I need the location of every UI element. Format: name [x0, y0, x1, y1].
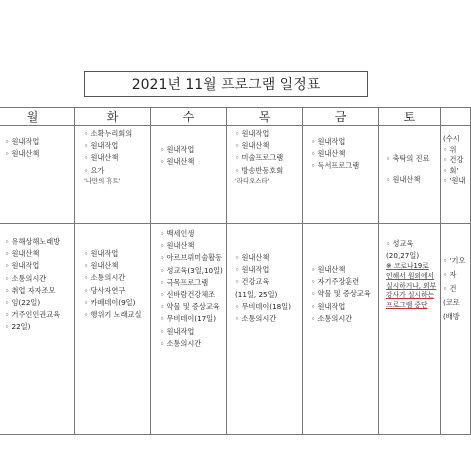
cell-w1-thu — [227, 126, 303, 224]
program-item: ◦ 임(22일) — [5, 298, 41, 308]
program-item: ◦ 원내산책 — [160, 157, 195, 167]
cell-w1-sat — [379, 126, 441, 224]
program-item: ◦ 소통의시간 — [311, 313, 353, 323]
program-item: ◦ 원내작업 — [5, 261, 40, 271]
program-item: ◦ 카페데이(9일) — [84, 297, 136, 307]
program-item: ◦ 위 — [443, 144, 457, 154]
program-item: ◦ 원내작업 — [5, 137, 40, 146]
program-item: ◦ 미술프로그램 — [235, 153, 284, 163]
cell-w2-mon — [0, 224, 75, 435]
program-item: (배방 — [443, 312, 460, 321]
program-item: ◦ 건 — [443, 284, 457, 293]
program-item: ◦ 원내산책 — [311, 265, 346, 274]
cell-w2-tue — [75, 224, 151, 435]
covid-notice: ※ 코로나19로 인해서 원외에서 실시하거나, 외부강사가 실시하는 프로그램 중단 — [386, 262, 437, 309]
program-item: ◦ 원내산책 — [235, 253, 270, 262]
program-item: ◦ 소통의시간 — [160, 338, 202, 348]
day-header-mon: 월 — [0, 108, 75, 126]
cell-w1-fri — [303, 126, 379, 224]
program-item: ◦ '원내 — [443, 176, 466, 185]
program-item: ◦ 원내작업 — [311, 301, 346, 311]
program-item: ◦ 건강 — [443, 155, 464, 164]
program-item: ◦ 원내작업 — [160, 145, 195, 154]
program-item: ◦ 원내작업 — [235, 129, 270, 138]
program-item: ◦ 소통의시간 — [235, 314, 277, 324]
program-item: ◦ 독서프로그램 — [311, 161, 360, 171]
cell-w1-mon — [0, 126, 75, 224]
program-item: (11일, 25일) — [235, 289, 278, 299]
day-header-wed: 수 — [151, 108, 227, 126]
cell-w2-sat — [379, 224, 441, 435]
program-item: ◦ 소통의시간 — [5, 273, 47, 283]
program-item: ◦ '기오 — [443, 256, 466, 265]
week-row-1 — [0, 126, 471, 224]
program-item: ◦ 성교육 — [386, 239, 414, 248]
weekday-header-row — [0, 108, 471, 126]
program-item: ◦ 약물 및 증상교육 — [311, 289, 371, 299]
cell-w1-sun — [441, 126, 471, 224]
program-item: ◦ 백세인생 — [160, 229, 195, 238]
program-item: ◦ 원내산책 — [5, 249, 40, 259]
program-item: ◦ 자기주장훈련 — [311, 277, 360, 287]
program-item: ◦ 건강교육 — [235, 277, 270, 287]
cell-list — [0, 126, 74, 160]
week-row-2 — [0, 224, 471, 435]
program-item: ◦ 유해상해노래방 — [5, 237, 61, 246]
day-header-sun — [441, 108, 471, 126]
program-item: ◦ 취업 자자조모 — [5, 285, 56, 295]
day-header-fri: 금 — [303, 108, 379, 126]
day-header-tue: 화 — [75, 108, 151, 126]
page-title: 2021년 11월 프로그램 일정표 — [84, 71, 368, 97]
program-item: ◦ 원내산책 — [311, 149, 346, 159]
program-item: ◦ 원내산책 — [5, 149, 40, 159]
program-item: ◦ 원내작업 — [311, 137, 346, 146]
cell-w2-fri — [303, 224, 379, 435]
program-item: ◦ 원내산책 — [84, 261, 119, 271]
program-item: ◦ 원내작업 — [160, 326, 195, 336]
program-item: ◦ 행위기 노래교실 — [84, 310, 142, 320]
cell-w2-wed — [151, 224, 227, 435]
program-item: ◦ 원내작업 — [235, 265, 270, 275]
program-item: (수시 — [443, 134, 460, 143]
program-item: ◦ 거주인인권교육 — [5, 310, 61, 320]
program-item: ◦ 신바람건강체조 — [160, 290, 216, 300]
program-item: (코로 — [443, 298, 460, 307]
program-item: ◦ 요가 — [84, 165, 105, 175]
program-item: ◦ 자 — [443, 270, 457, 279]
program-item: ◦ 원내작업 — [84, 141, 119, 151]
program-item: ◦ 소확누리회의 — [84, 129, 133, 138]
program-item: ◦ 원내산책 — [235, 141, 270, 151]
program-item: ◦ 약물 및 증상교육 — [160, 302, 220, 312]
program-item: ◦ 방송반동호회 — [235, 165, 284, 175]
program-item: ◦ 무비데이(18일) — [235, 301, 291, 311]
cell-w2-thu — [227, 224, 303, 435]
day-header-sat: 토 — [379, 108, 441, 126]
program-item: ◦ 원내산책 — [160, 241, 195, 251]
program-note: '라디오스타' — [235, 176, 270, 185]
cell-w1-tue — [75, 126, 151, 224]
program-item: ◦ 축탁의 진료 — [386, 154, 430, 163]
program-item: ◦ 무비데이(17일) — [160, 314, 216, 324]
program-item: ◦ 극목프로그램 — [160, 277, 209, 287]
program-item: ◦ 원내산책 — [84, 153, 119, 163]
program-item: ◦ 소통의시간 — [84, 273, 126, 283]
program-item: ◦ 원내작업 — [84, 249, 119, 258]
program-item: ◦ 성교육(3일,10일) — [160, 265, 223, 275]
cell-w2-sun — [441, 224, 471, 435]
program-item: (20,27일) — [386, 251, 420, 261]
program-item: ◦ 아르브뤼미술활동 — [160, 253, 223, 263]
program-note: '나만의 휴트' — [84, 176, 121, 185]
day-header-thu: 목 — [227, 108, 303, 126]
program-item: ◦ 당사자연구 — [84, 285, 126, 295]
cell-w1-wed — [151, 126, 227, 224]
program-item: ◦ 회' — [443, 165, 459, 175]
schedule-table — [0, 107, 471, 435]
program-item: ◦ 원내산책 — [386, 175, 421, 184]
program-item: ◦ 22일) — [5, 322, 31, 332]
